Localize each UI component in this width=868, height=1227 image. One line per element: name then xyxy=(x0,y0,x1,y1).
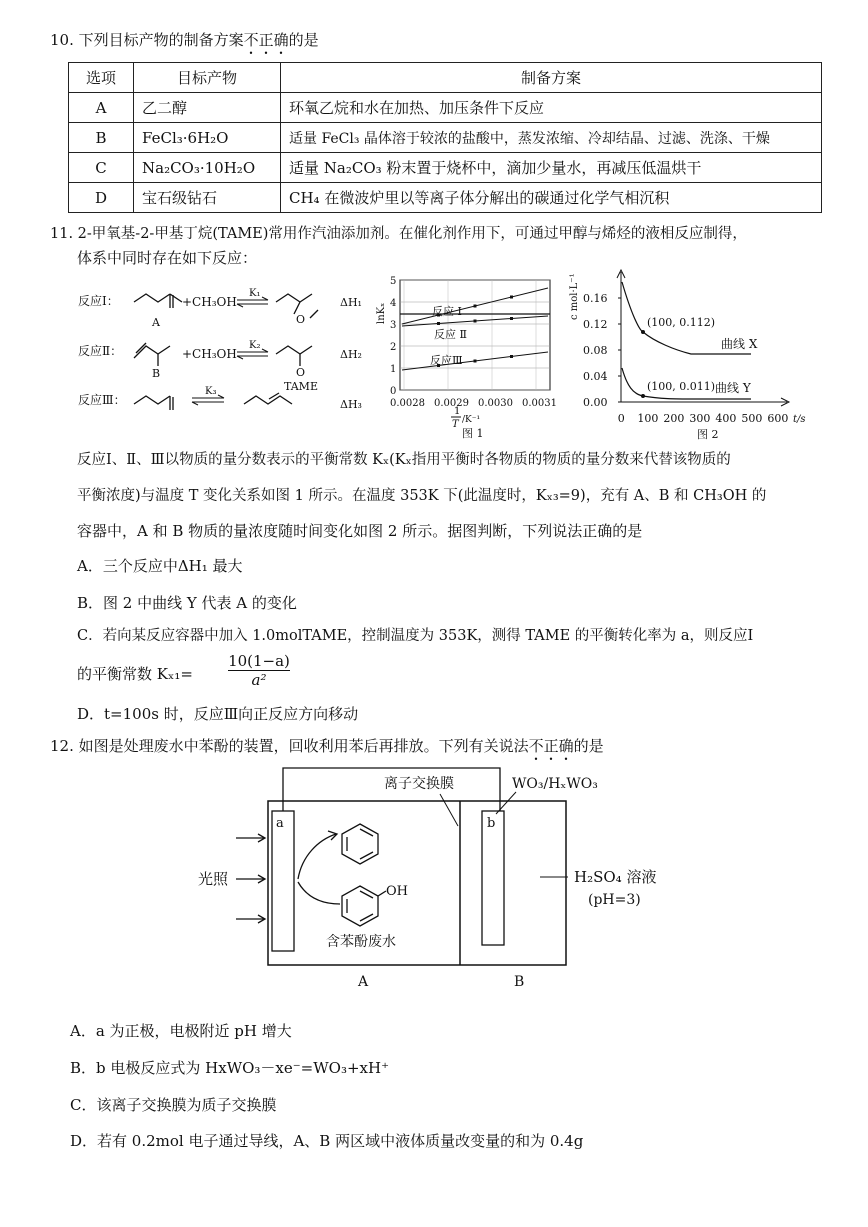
q11-option-c1: C．若向某反应容器中加入 1.0molTAME，控制温度为 353K，测得 TAME 的平衡转化率为 a，则反应I xyxy=(77,628,754,644)
curve-x-label: 曲线 X xyxy=(721,337,758,351)
hydroxyl-label: OH xyxy=(386,884,408,899)
alkene-b-structure xyxy=(244,396,292,404)
reaction-scheme xyxy=(72,278,372,418)
tame-label: TAME xyxy=(284,380,318,393)
q11-para-2: 平衡浓度)与温度 T 变化关系如图 1 所示。在温度 353K 下(此温度时，Kₓ₃=9)，充有 A、B 和 CH₃OH 的 xyxy=(77,488,767,504)
benzene-icon xyxy=(342,824,378,864)
fig1-xtick-label: 0.0030 xyxy=(478,398,513,409)
fig2-ytick-label: 0.08 xyxy=(583,344,608,357)
label-a: A xyxy=(152,316,160,329)
table-cell: 乙二醇 xyxy=(134,93,281,123)
table-cell: C xyxy=(69,153,134,183)
table-cell: 环氧乙烷和水在加热、加压条件下反应 xyxy=(281,93,822,123)
reaction-3-label: 反应Ⅲ： xyxy=(78,393,126,407)
q11-option-a: A．三个反应中ΔH₁ 最大 xyxy=(77,557,243,575)
alkene-a-bond xyxy=(170,294,182,302)
fig1-xtick-label: 0.0028 xyxy=(390,398,425,409)
fig1-ytick-label: 4 xyxy=(390,298,397,309)
table-header-row xyxy=(69,63,822,93)
table-cell: D xyxy=(69,183,134,213)
table-header: 选项 xyxy=(69,63,134,93)
table-cell: 适量 FeCl₃ 晶体溶于较浓的盐酸中，蒸发浓缩、冷却结晶、过滤、洗涤、干燥 xyxy=(281,123,822,153)
fig2-ylabel: c mol·L⁻¹ xyxy=(569,273,580,320)
fig1-data-point xyxy=(474,305,477,308)
fig1-data-point xyxy=(510,296,513,299)
electrode-material-pointer xyxy=(496,792,516,814)
electrode-material-label: WO₃/HₓWO₃ xyxy=(512,776,598,792)
fig2-xticks xyxy=(618,412,789,425)
sulfuric-acid-label: H₂SO₄ 溶液 xyxy=(574,868,657,886)
fig1-data-point xyxy=(474,360,477,363)
table-cell: Na₂CO₃·10H₂O xyxy=(134,153,281,183)
electrode-a xyxy=(272,811,294,951)
reaction-2-label: 反应Ⅱ： xyxy=(78,344,123,358)
fig1-xticks xyxy=(390,398,557,409)
point-x-label: (100, 0.112) xyxy=(647,316,716,329)
q11-para-3: 容器中，A 和 B 物质的量浓度随时间变化如图 2 所示。据图判断，下列说法正确的是 xyxy=(77,522,643,540)
region-a-label: A xyxy=(358,974,369,990)
fig2-yticks xyxy=(583,292,621,409)
point-y-label: (100, 0.011) xyxy=(647,380,716,393)
tame-structure xyxy=(276,294,312,302)
methanol: +CH₃OH xyxy=(182,347,237,361)
q12-option-c: C．该离子交换膜为质子交换膜 xyxy=(70,1096,277,1114)
point-y-marker xyxy=(641,394,645,398)
k1: K₁ xyxy=(249,288,261,299)
fraction-denominator: a² xyxy=(251,671,267,689)
fig1-lines xyxy=(400,288,550,370)
table-row xyxy=(69,93,822,123)
tame-structure xyxy=(276,346,312,354)
fig2-ytick-label: 0.16 xyxy=(583,292,608,305)
k2: K₂ xyxy=(249,340,261,351)
fig2-xtick-label: 300 xyxy=(689,412,711,425)
fig1-ytick-label: 2 xyxy=(390,342,397,353)
q11-fraction xyxy=(228,652,290,689)
q11-stem-line2: 体系中同时存在如下反应： xyxy=(77,249,258,267)
table-cell: 宝石级钻石 xyxy=(134,183,281,213)
table-row xyxy=(69,123,822,153)
alkene-b-structure xyxy=(134,346,170,358)
region-b-label: B xyxy=(514,974,525,990)
q12-stem: 12. 如图是处理废水中苯酚的装置，回收利用苯后再排放。下列有关说法不正确的是 xyxy=(50,737,604,755)
q11-option-d: D．t=100s 时，反应Ⅲ向正反应方向移动 xyxy=(77,705,359,723)
fig1-yticks xyxy=(390,276,396,397)
table-cell: CH₄ 在微波炉里以等离子体分解出的碳通过化学气相沉积 xyxy=(281,183,822,213)
table-cell: B xyxy=(69,123,134,153)
q12-option-a: A．a 为正极，电极附近 pH 增大 xyxy=(70,1022,292,1040)
oxygen-atom: O xyxy=(296,313,306,326)
oxygen-atom: O xyxy=(296,366,306,379)
fig1-frame xyxy=(400,280,550,390)
fig1-ylabel: lnKₓ xyxy=(376,302,387,324)
fig2-ytick-label: 0.12 xyxy=(583,318,608,331)
fig1-line-label-3: 反应Ⅲ xyxy=(430,354,463,367)
membrane-label: 离子交换膜 xyxy=(384,776,454,792)
alkene-a-structure xyxy=(134,294,170,302)
fig2-xtick-label: 400 xyxy=(715,412,737,425)
fig1-xtick-label: 0.0029 xyxy=(434,398,469,409)
fig1-grid xyxy=(400,280,550,390)
light-arrows xyxy=(236,834,265,923)
table-header: 制备方案 xyxy=(281,63,822,93)
q10-stem: 10. 下列目标产物的制备方案不正确的是 xyxy=(50,31,319,49)
fig1-xtick-label: 0.0031 xyxy=(522,398,557,409)
tame-bond xyxy=(310,310,318,318)
fig2-ytick-label: 0.04 xyxy=(583,370,608,383)
point-x-marker xyxy=(641,330,645,334)
membrane-pointer xyxy=(440,794,458,826)
label-b: B xyxy=(152,367,161,380)
fig1-caption: 图 1 xyxy=(462,427,484,440)
fig1-ytick-label: 3 xyxy=(390,320,397,331)
fig2-xtick-label: 100 xyxy=(637,412,659,425)
table-row xyxy=(69,153,822,183)
waste-water-label: 含苯酚废水 xyxy=(326,934,396,950)
fig1-xlabel-unit: /K⁻¹ xyxy=(462,415,481,425)
fig1-ytick-label: 0 xyxy=(390,386,397,397)
fig2-xtick-label: 600 xyxy=(767,412,789,425)
electrode-a-label: a xyxy=(276,816,284,831)
alkene-a-structure xyxy=(134,396,170,404)
delta-h3: ΔH₃ xyxy=(340,398,362,411)
q11-option-c2: 的平衡常数 Kₓ₁= xyxy=(77,665,193,683)
fig1-data-point xyxy=(510,355,513,358)
electrode-b xyxy=(482,811,504,945)
reaction-1-label: 反应Ⅰ： xyxy=(78,294,119,308)
q10-table xyxy=(68,62,822,213)
delta-h1: ΔH₁ xyxy=(340,296,362,309)
fig1-ytick-label: 5 xyxy=(390,276,397,287)
q12-option-b: B．b 电极反应式为 HxWO₃－xe⁻=WO₃+xH⁺ xyxy=(70,1059,390,1077)
fig2-xlabel: t/s xyxy=(793,414,806,425)
fig1-data-point xyxy=(474,320,477,323)
phenol-icon xyxy=(342,886,386,926)
methanol: +CH₃OH xyxy=(182,295,237,309)
fig1-ytick-label: 1 xyxy=(390,364,397,375)
electrolysis-diagram xyxy=(190,764,710,994)
q11-option-b: B．图 2 中曲线 Y 代表 A 的变化 xyxy=(77,594,297,612)
delta-h2: ΔH₂ xyxy=(340,348,362,361)
fig2-xtick-label: 0 xyxy=(617,412,625,425)
curve-y-label: 曲线 Y xyxy=(715,381,751,395)
electrode-b-label: b xyxy=(487,816,496,831)
light-label: 光照 xyxy=(198,870,229,888)
fig2-xtick-label: 500 xyxy=(741,412,763,425)
fig1-xlabel-den: T xyxy=(452,419,459,430)
fig1-xlabel-num: 1 xyxy=(454,406,461,417)
figure-1-chart xyxy=(372,272,562,444)
cell-container xyxy=(268,801,566,965)
ph-label: (pH=3) xyxy=(588,892,641,908)
fraction-numerator: 10(1−a) xyxy=(228,652,290,670)
table-cell: FeCl₃·6H₂O xyxy=(134,123,281,153)
q12-option-d: D．若有 0.2mol 电子通过导线，A、B 两区域中液体质量改变量的和为 0.4g xyxy=(70,1132,584,1150)
reaction-arrow-down xyxy=(298,882,340,904)
q11-para-1: 反应Ⅰ、Ⅱ、Ⅲ以物质的量分数表示的平衡常数 Kₓ(Kₓ指用平衡时各物质的物质的量分数来代替该物质的 xyxy=(77,452,731,468)
table-header: 目标产物 xyxy=(134,63,281,93)
reaction-arrow-up xyxy=(298,834,336,879)
fig2-caption: 图 2 xyxy=(697,428,719,441)
fig1-data-point xyxy=(510,317,513,320)
fig1-line-label-2: 反应 Ⅱ xyxy=(434,328,467,341)
fig2-ytick-label: 0.00 xyxy=(583,396,608,409)
fig1-line-label-1: 反应 Ⅰ xyxy=(432,305,462,318)
fig1-data-point xyxy=(437,322,440,325)
table-cell: A xyxy=(69,93,134,123)
figure-2-chart xyxy=(565,268,815,444)
fig2-xtick-label: 200 xyxy=(663,412,685,425)
table-cell: 适量 Na₂CO₃ 粉末置于烧杯中，滴加少量水，再减压低温烘干 xyxy=(281,153,822,183)
q11-stem-line1: 11. 2-甲氧基-2-甲基丁烷(TAME)常用作汽油添加剂。在催化剂作用下，可通过甲醇与烯烃的液相反应制得， xyxy=(50,226,747,242)
table-row xyxy=(69,183,822,213)
k3: K₃ xyxy=(205,386,217,397)
